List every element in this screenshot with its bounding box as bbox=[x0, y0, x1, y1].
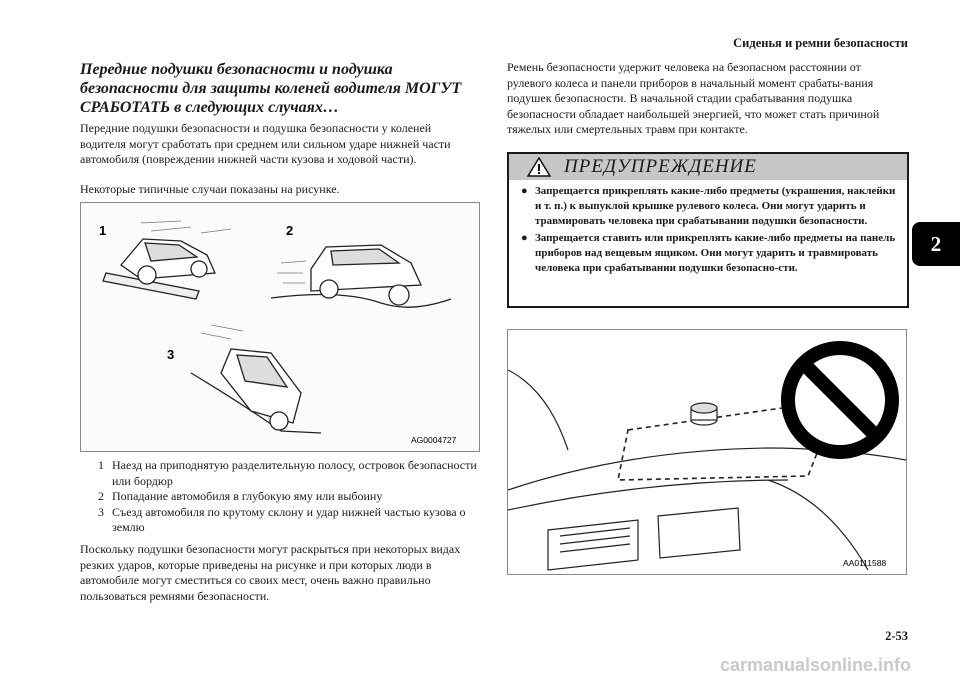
figure-code: AG0004727 bbox=[411, 435, 457, 445]
car-on-curb-drawing bbox=[103, 221, 231, 299]
figure-label-1: 1 bbox=[99, 223, 107, 238]
warning-list bbox=[521, 184, 901, 277]
page-number: 2-53 bbox=[885, 629, 908, 643]
paragraph-1: Передние подушки безопасности и подушка безопасности у коленей водителя могут сработать при среднем или сильном ударе нижней части автомобиля (повреждении нижней части кузова и ходовой части). bbox=[80, 121, 451, 166]
figure-dashboard-prohibition bbox=[507, 329, 907, 575]
figure-label-2: 2 bbox=[286, 223, 294, 238]
car-in-pothole-drawing bbox=[271, 245, 451, 307]
paragraph-3: Поскольку подушки безопасности могут раскрыться при некоторых видах резких ударов, которые приведены на рисунке и при которых люди в автомобиле могут сместиться со своих мест, очень важно правильно пользоваться ремнями безопасности. bbox=[80, 542, 461, 603]
list-item: 1 Наезд на приподнятую разделительную полосу, островок безопасности или бордюр bbox=[98, 458, 477, 488]
bullet-icon: ● bbox=[521, 185, 528, 197]
section-header: Сиденья и ремни безопасности bbox=[733, 36, 908, 50]
dashboard-illustration bbox=[508, 330, 906, 574]
bullet-icon: ● bbox=[521, 231, 528, 244]
warning-header bbox=[509, 154, 907, 180]
warning-box bbox=[507, 152, 909, 308]
warning-item: ● Запрещается прикреплять какие-либо предметы (украшения, наклейки и т. п.) к выпуклой крышке рулевого колеса. Они могут ударить и травмировать человека при срабатывании подушки безопасности. bbox=[521, 184, 901, 230]
right-paragraph: Ремень безопасности удержит человека на безопасном расстоянии от рулевого колеса и панели приборов в начальный момент срабаты-вания подушек безопасности. В начальной стадии срабатывания подушка безопасности обладает наибольшей энергией, что может стать причиной тяжелых или смертельных травм при контакте. bbox=[507, 60, 880, 136]
section-heading: Передние подушки безопасности и подушка безопасности для защиты коленей водителя МОГУТ СРАБОТАТЬ в следующих случаях… bbox=[80, 61, 462, 116]
warning-triangle-icon bbox=[527, 157, 551, 177]
object-on-dashboard-drawing bbox=[691, 403, 717, 425]
watermark: carmanualsonline.info bbox=[720, 655, 912, 675]
car-on-slope-drawing bbox=[191, 325, 321, 433]
warning-title: ПРЕДУПРЕЖДЕНИЕ bbox=[564, 156, 757, 177]
warning-item: ● Запрещается ставить или прикреплять какие-либо предметы на панель приборов над вещевым ящиком. Они могут ударить и травмировать человека при срабатывании подушки безопасно-сти. bbox=[521, 231, 901, 277]
chapter-tab: 2 bbox=[912, 222, 960, 266]
paragraph-2: Некоторые типичные случаи показаны на рисунке. bbox=[80, 182, 340, 196]
list-item: 3 Съезд автомобиля по крутому склону и удар нижней частью кузова о землю bbox=[98, 504, 466, 534]
figure-code: AA0111588 bbox=[843, 558, 887, 568]
prohibition-sign-icon bbox=[788, 348, 892, 452]
list-item: 2 Попадание автомобиля в глубокую яму или выбоину bbox=[98, 489, 383, 503]
collision-illustration bbox=[81, 203, 479, 451]
figure-label-3: 3 bbox=[167, 347, 175, 362]
figure-collision-scenarios bbox=[80, 202, 480, 452]
scenario-list bbox=[98, 458, 478, 536]
